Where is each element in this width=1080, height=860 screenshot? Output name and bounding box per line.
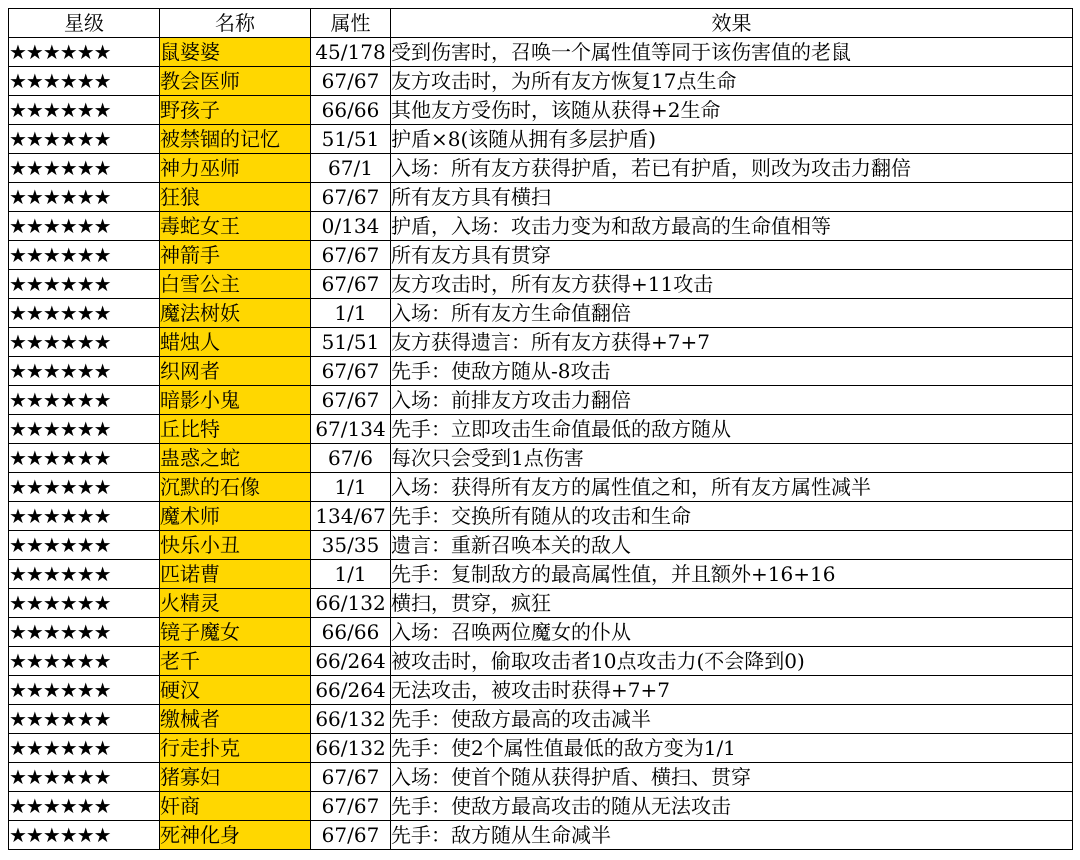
unit-name: 火精灵 bbox=[160, 589, 311, 618]
unit-attributes: 67/67 bbox=[311, 183, 391, 212]
table-row bbox=[9, 299, 1073, 328]
unit-name: 奸商 bbox=[160, 792, 311, 821]
table-row bbox=[9, 763, 1073, 792]
star-rating: ★★★★★★ bbox=[9, 531, 160, 560]
header-stars: 星级 bbox=[9, 9, 160, 38]
header-row bbox=[9, 9, 1073, 38]
star-rating: ★★★★★★ bbox=[9, 154, 160, 183]
unit-name: 被禁锢的记忆 bbox=[160, 125, 311, 154]
unit-effect: 其他友方受伤时，该随从获得+2生命 bbox=[391, 96, 1073, 125]
unit-attributes: 0/134 bbox=[311, 212, 391, 241]
table-row bbox=[9, 125, 1073, 154]
table-row bbox=[9, 560, 1073, 589]
star-rating: ★★★★★★ bbox=[9, 676, 160, 705]
unit-attributes: 66/264 bbox=[311, 647, 391, 676]
unit-name: 缴械者 bbox=[160, 705, 311, 734]
table-row bbox=[9, 502, 1073, 531]
unit-name: 毒蛇女王 bbox=[160, 212, 311, 241]
unit-attributes: 67/67 bbox=[311, 241, 391, 270]
unit-name: 猪寡妇 bbox=[160, 763, 311, 792]
unit-effect: 所有友方具有贯穿 bbox=[391, 241, 1073, 270]
unit-attributes: 1/1 bbox=[311, 299, 391, 328]
unit-attributes: 66/66 bbox=[311, 96, 391, 125]
unit-name: 狂狼 bbox=[160, 183, 311, 212]
unit-attributes: 1/1 bbox=[311, 560, 391, 589]
unit-effect: 先手：使敌方最高攻击的随从无法攻击 bbox=[391, 792, 1073, 821]
table-row bbox=[9, 241, 1073, 270]
table-row bbox=[9, 67, 1073, 96]
unit-name: 镜子魔女 bbox=[160, 618, 311, 647]
table-row bbox=[9, 212, 1073, 241]
unit-name: 硬汉 bbox=[160, 676, 311, 705]
table-row bbox=[9, 444, 1073, 473]
unit-effect: 入场：获得所有友方的属性值之和，所有友方属性减半 bbox=[391, 473, 1073, 502]
unit-effect: 护盾×8(该随从拥有多层护盾) bbox=[391, 125, 1073, 154]
unit-effect: 先手：交换所有随从的攻击和生命 bbox=[391, 502, 1073, 531]
unit-effect: 先手：使敌方随从-8攻击 bbox=[391, 357, 1073, 386]
unit-name: 织网者 bbox=[160, 357, 311, 386]
unit-attributes: 67/67 bbox=[311, 763, 391, 792]
unit-effect: 入场：前排友方攻击力翻倍 bbox=[391, 386, 1073, 415]
table-row bbox=[9, 589, 1073, 618]
table-row bbox=[9, 357, 1073, 386]
table-row bbox=[9, 415, 1073, 444]
unit-name: 神箭手 bbox=[160, 241, 311, 270]
star-rating: ★★★★★★ bbox=[9, 96, 160, 125]
unit-name: 行走扑克 bbox=[160, 734, 311, 763]
star-rating: ★★★★★★ bbox=[9, 763, 160, 792]
unit-effect: 先手：敌方随从生命减半 bbox=[391, 821, 1073, 850]
unit-effect: 入场：所有友方生命值翻倍 bbox=[391, 299, 1073, 328]
unit-effect: 入场：使首个随从获得护盾、横扫、贯穿 bbox=[391, 763, 1073, 792]
star-rating: ★★★★★★ bbox=[9, 415, 160, 444]
header-effect: 效果 bbox=[391, 9, 1073, 38]
table-row bbox=[9, 154, 1073, 183]
table-row bbox=[9, 270, 1073, 299]
unit-effect: 遗言：重新召唤本关的敌人 bbox=[391, 531, 1073, 560]
star-rating: ★★★★★★ bbox=[9, 589, 160, 618]
unit-effect: 友方攻击时，为所有友方恢复17点生命 bbox=[391, 67, 1073, 96]
unit-name: 野孩子 bbox=[160, 96, 311, 125]
unit-attributes: 66/264 bbox=[311, 676, 391, 705]
unit-attributes: 66/132 bbox=[311, 734, 391, 763]
star-rating: ★★★★★★ bbox=[9, 270, 160, 299]
star-rating: ★★★★★★ bbox=[9, 38, 160, 67]
star-rating: ★★★★★★ bbox=[9, 125, 160, 154]
unit-attributes: 35/35 bbox=[311, 531, 391, 560]
unit-attributes: 66/132 bbox=[311, 705, 391, 734]
unit-effect: 先手：复制敌方的最高属性值，并且额外+16+16 bbox=[391, 560, 1073, 589]
star-rating: ★★★★★★ bbox=[9, 241, 160, 270]
star-rating: ★★★★★★ bbox=[9, 444, 160, 473]
star-rating: ★★★★★★ bbox=[9, 67, 160, 96]
unit-effect: 所有友方具有横扫 bbox=[391, 183, 1073, 212]
table-row bbox=[9, 96, 1073, 125]
table-header bbox=[9, 9, 1073, 38]
unit-name: 神力巫师 bbox=[160, 154, 311, 183]
unit-attributes: 67/6 bbox=[311, 444, 391, 473]
unit-name: 沉默的石像 bbox=[160, 473, 311, 502]
table-row bbox=[9, 734, 1073, 763]
star-rating: ★★★★★★ bbox=[9, 328, 160, 357]
star-rating: ★★★★★★ bbox=[9, 734, 160, 763]
table-row bbox=[9, 792, 1073, 821]
star-rating: ★★★★★★ bbox=[9, 705, 160, 734]
unit-name: 教会医师 bbox=[160, 67, 311, 96]
unit-effect: 护盾，入场：攻击力变为和敌方最高的生命值相等 bbox=[391, 212, 1073, 241]
star-rating: ★★★★★★ bbox=[9, 299, 160, 328]
star-rating: ★★★★★★ bbox=[9, 618, 160, 647]
table-body bbox=[9, 38, 1073, 850]
unit-name: 死神化身 bbox=[160, 821, 311, 850]
unit-attributes: 51/51 bbox=[311, 328, 391, 357]
table-row bbox=[9, 618, 1073, 647]
star-rating: ★★★★★★ bbox=[9, 183, 160, 212]
unit-name: 匹诺曹 bbox=[160, 560, 311, 589]
unit-name: 蛊惑之蛇 bbox=[160, 444, 311, 473]
table-row bbox=[9, 676, 1073, 705]
header-attr: 属性 bbox=[311, 9, 391, 38]
table-row bbox=[9, 647, 1073, 676]
table-row bbox=[9, 38, 1073, 67]
unit-name: 蜡烛人 bbox=[160, 328, 311, 357]
unit-effect: 入场：召唤两位魔女的仆从 bbox=[391, 618, 1073, 647]
table-row bbox=[9, 183, 1073, 212]
unit-attributes: 67/67 bbox=[311, 270, 391, 299]
table-row bbox=[9, 705, 1073, 734]
unit-effect: 先手：立即攻击生命值最低的敌方随从 bbox=[391, 415, 1073, 444]
unit-effect: 每次只会受到1点伤害 bbox=[391, 444, 1073, 473]
star-rating: ★★★★★★ bbox=[9, 502, 160, 531]
table-row bbox=[9, 386, 1073, 415]
unit-attributes: 67/134 bbox=[311, 415, 391, 444]
unit-attributes: 134/67 bbox=[311, 502, 391, 531]
star-rating: ★★★★★★ bbox=[9, 386, 160, 415]
star-rating: ★★★★★★ bbox=[9, 212, 160, 241]
star-rating: ★★★★★★ bbox=[9, 473, 160, 502]
unit-name: 魔法树妖 bbox=[160, 299, 311, 328]
unit-table bbox=[8, 8, 1073, 850]
star-rating: ★★★★★★ bbox=[9, 821, 160, 850]
unit-name: 快乐小丑 bbox=[160, 531, 311, 560]
unit-attributes: 67/67 bbox=[311, 357, 391, 386]
unit-effect: 友方获得遗言：所有友方获得+7+7 bbox=[391, 328, 1073, 357]
unit-attributes: 67/67 bbox=[311, 67, 391, 96]
unit-attributes: 51/51 bbox=[311, 125, 391, 154]
unit-effect: 友方攻击时，所有友方获得+11攻击 bbox=[391, 270, 1073, 299]
unit-name: 老千 bbox=[160, 647, 311, 676]
star-rating: ★★★★★★ bbox=[9, 357, 160, 386]
star-rating: ★★★★★★ bbox=[9, 560, 160, 589]
unit-effect: 无法攻击，被攻击时获得+7+7 bbox=[391, 676, 1073, 705]
unit-attributes: 67/67 bbox=[311, 386, 391, 415]
table-row bbox=[9, 328, 1073, 357]
unit-name: 丘比特 bbox=[160, 415, 311, 444]
table-row bbox=[9, 531, 1073, 560]
unit-attributes: 67/1 bbox=[311, 154, 391, 183]
star-rating: ★★★★★★ bbox=[9, 792, 160, 821]
unit-name: 白雪公主 bbox=[160, 270, 311, 299]
unit-name: 鼠婆婆 bbox=[160, 38, 311, 67]
unit-attributes: 45/178 bbox=[311, 38, 391, 67]
unit-name: 魔术师 bbox=[160, 502, 311, 531]
header-name: 名称 bbox=[160, 9, 311, 38]
unit-attributes: 1/1 bbox=[311, 473, 391, 502]
unit-attributes: 67/67 bbox=[311, 821, 391, 850]
unit-effect: 横扫，贯穿，疯狂 bbox=[391, 589, 1073, 618]
table-row bbox=[9, 821, 1073, 850]
unit-effect: 被攻击时，偷取攻击者10点攻击力(不会降到0) bbox=[391, 647, 1073, 676]
unit-effect: 入场：所有友方获得护盾，若已有护盾，则改为攻击力翻倍 bbox=[391, 154, 1073, 183]
table-row bbox=[9, 473, 1073, 502]
unit-attributes: 66/66 bbox=[311, 618, 391, 647]
unit-effect: 受到伤害时，召唤一个属性值等同于该伤害值的老鼠 bbox=[391, 38, 1073, 67]
unit-name: 暗影小鬼 bbox=[160, 386, 311, 415]
unit-effect: 先手：使2个属性值最低的敌方变为1/1 bbox=[391, 734, 1073, 763]
unit-attributes: 67/67 bbox=[311, 792, 391, 821]
unit-effect: 先手：使敌方最高的攻击减半 bbox=[391, 705, 1073, 734]
star-rating: ★★★★★★ bbox=[9, 647, 160, 676]
unit-attributes: 66/132 bbox=[311, 589, 391, 618]
